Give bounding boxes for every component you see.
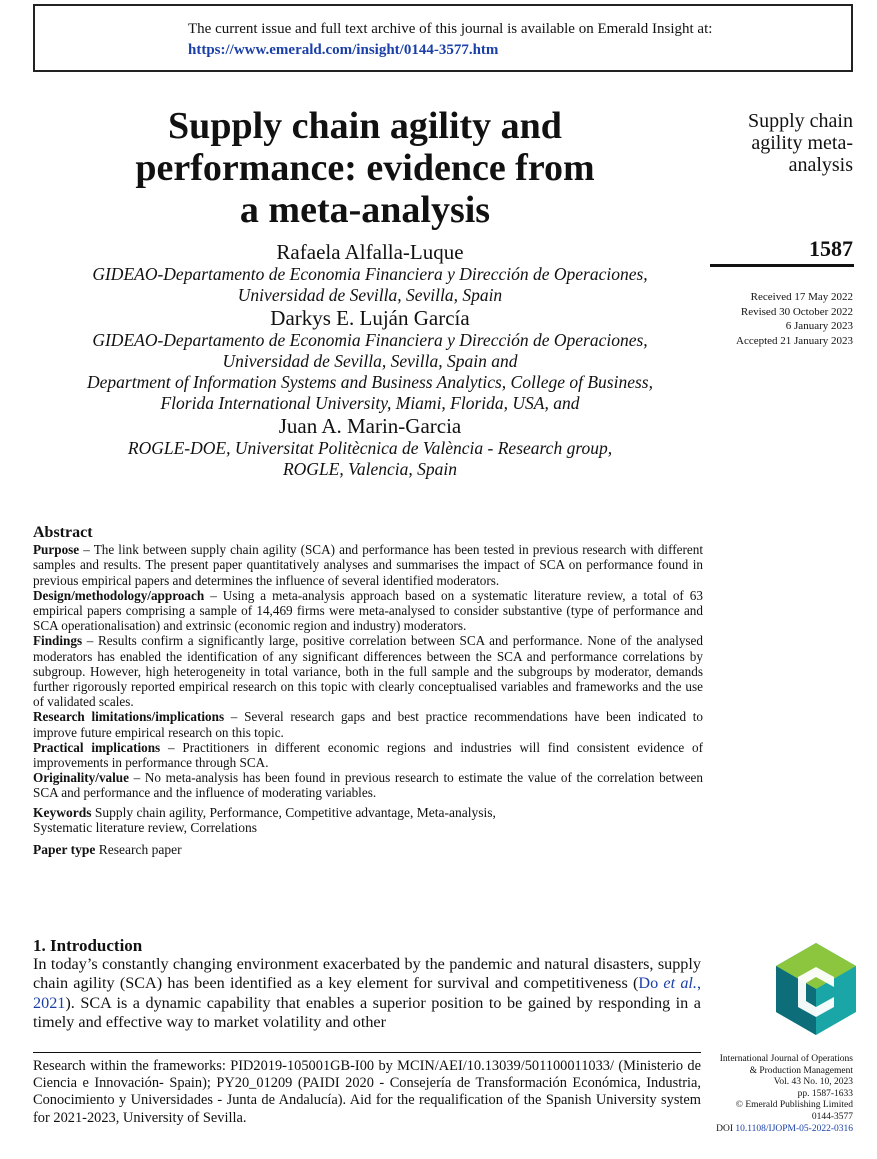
author-block: [30, 240, 710, 480]
date-revised-1: Revised 30 October 2022: [740, 305, 853, 318]
side-divider: [710, 264, 854, 267]
keywords: [33, 805, 703, 835]
citation-year[interactable]: , 2021: [33, 974, 701, 1012]
keywords-label: Keywords: [33, 804, 92, 820]
author-affiliation: Florida International University, Miami, Florida, USA, and: [160, 393, 580, 413]
dash: –: [224, 709, 245, 725]
paper-type-value: Research paper: [98, 842, 182, 858]
journal-doi: [683, 1124, 853, 1136]
keywords-line-2: Systematic literature review, Correlations: [33, 819, 258, 835]
citation-etal[interactable]: et al.: [663, 974, 697, 993]
running-title-line-2: agility meta-: [751, 132, 853, 154]
citation-author[interactable]: Do: [638, 974, 659, 993]
author-affiliation: Universidad de Sevilla, Sevilla, Spain: [237, 285, 503, 305]
abstract-heading: Abstract: [33, 524, 93, 541]
journal-pages: pp. 1587-1633: [797, 1088, 853, 1099]
doi-label: DOI: [716, 1123, 734, 1134]
section-text: Results confirm a significantly large, positive correlation between SCA and performance. None of the analysed moderators has enabled the identification of any significant differences between the SCA and performance correlations by subgroup. However, high heterogeneity in total variance, both in the full sample and the subgroups by moderator, demands further rigorously reported empirical research on this topic with clearly conceptualised variables and frameworks and the use of validated scales.: [33, 633, 703, 710]
section-text: Using a meta-analysis approach based on a systematic literature review, a total of 63 empirical papers comprising a sample of 14,469 firms were meta-analysed to consider substantive (type of performance and SCA operationalisation) and extrinsic (economic region and industry) moderators.: [33, 587, 703, 634]
page-number: 1587: [809, 236, 853, 261]
running-title-line-1: Supply chain: [748, 110, 853, 132]
abstract-purpose: [33, 542, 703, 588]
notice-text: The current issue and full text archive of this journal is available on Emerald Insight at:: [188, 21, 713, 37]
section-label: Purpose: [33, 542, 80, 558]
abstract-practical: [33, 740, 703, 770]
running-title: [653, 110, 853, 176]
journal-volume: Vol. 43 No. 10, 2023: [773, 1077, 853, 1088]
section-text: Several research gaps and best practice recommendations have been indicated to improve future empirical research on this topic.: [33, 709, 704, 740]
section-text: No meta-analysis has been found in previous research to estimate the value of the correlation between SCA and performance and the influence of moderating variables.: [33, 770, 703, 801]
title-line-2: performance: evidence from: [135, 147, 595, 189]
section-label: Practical implications: [33, 739, 161, 755]
dash: –: [79, 542, 94, 558]
intro-text: ). SCA is a dynamic capability that enables a superior position to be gained by responding in a timely and effective way to market volatility and other: [33, 993, 701, 1031]
paper-type-label: Paper type: [33, 842, 96, 858]
dash: –: [160, 739, 183, 755]
section-label: Originality/value: [33, 770, 129, 786]
dash: –: [128, 770, 145, 786]
journal-name-line-2: & Production Management: [749, 1065, 853, 1076]
section-label: Design/methodology/approach: [33, 587, 205, 603]
introduction: [33, 936, 701, 1032]
funding-footnote: Research within the frameworks: PID2019-105001GB-I00 by MCIN/AEI/10.13039/501100011033/ (Ministerio de Ciencia e Innovación- Spain); PY20_01209 (PAIDI 2020 - Consejería de Transformación Económica, Industria, Conocimiento y Universidades - Junta de Andalucía). Aid for the requalification of the Spanish University system for 2021-2023, University of Sevilla.: [33, 1058, 701, 1126]
journal-notice-box: [33, 4, 853, 72]
intro-paragraph: [33, 955, 701, 1032]
author-name: Darkys E. Luján García: [270, 306, 470, 330]
abstract-findings: [33, 633, 703, 709]
intro-heading: 1. Introduction: [33, 936, 143, 955]
date-received: Received 17 May 2022: [750, 291, 853, 303]
section-text: The link between supply chain agility (SCA) and performance has been tested in previous research with different samples and results. The present paper quantitatively analyses and summarises the impact of SCA on performance found in previous empirical papers and determines the influence of several identified moderators.: [33, 542, 703, 588]
date-revised-2: 6 January 2023: [785, 320, 853, 332]
paper-title: [60, 105, 670, 231]
dash: –: [204, 587, 223, 603]
journal-url-link[interactable]: https://www.emerald.com/insight/0144-3577.htm: [188, 42, 499, 58]
paper-type: [33, 842, 703, 857]
date-accepted: Accepted 21 January 2023: [736, 334, 853, 347]
keywords-line-1: Supply chain agility, Performance, Competitive advantage, Meta-analysis,: [94, 804, 496, 820]
title-line-1: Supply chain agility and: [168, 105, 562, 147]
abstract: [33, 525, 703, 857]
author-affiliation: ROGLE, Valencia, Spain: [282, 459, 457, 479]
section-label: Findings: [33, 633, 83, 649]
doi-link[interactable]: 10.1108/IJOPM-05-2022-0316: [735, 1123, 853, 1134]
author-affiliation: GIDEAO-Departamento de Economia Financiera y Dirección de Operaciones,: [92, 264, 648, 284]
journal-publisher: © Emerald Publishing Limited: [735, 1100, 853, 1111]
running-title-line-3: analysis: [788, 154, 853, 176]
section-label: Research limitations/implications: [33, 709, 225, 725]
author-affiliation: GIDEAO-Departamento de Economia Financiera y Dirección de Operaciones,: [92, 330, 648, 350]
intro-text: In today’s constantly changing environment exacerbated by the pandemic and natural disasters, supply chain agility (SCA) has been identified as a key element for survival and competitiveness (: [33, 955, 701, 993]
journal-name-line-1: International Journal of Operations: [719, 1054, 853, 1064]
abstract-originality: [33, 770, 703, 800]
author-affiliation: Universidad de Sevilla, Sevilla, Spain and: [222, 351, 518, 371]
abstract-design: [33, 588, 703, 634]
dash: –: [82, 633, 98, 649]
author-affiliation: Department of Information Systems and Business Analytics, College of Business,: [87, 372, 653, 392]
section-text: Practitioners in different economic regions and industries will find consistent evidence of improvements in performance through SCA.: [33, 739, 704, 771]
journal-issn: 0144-3577: [811, 1111, 853, 1122]
author-affiliation: ROGLE-DOE, Universitat Politècnica de València - Research group,: [127, 438, 613, 458]
journal-info: [683, 1054, 853, 1135]
emerald-logo-icon: [776, 943, 856, 1035]
footnote-divider: [33, 1052, 701, 1053]
author-name: Rafaela Alfalla-Luque: [276, 240, 464, 264]
abstract-limitations: [33, 709, 703, 739]
author-name: Juan A. Marin-Garcia: [278, 414, 462, 438]
title-line-3: a meta-analysis: [239, 189, 491, 231]
